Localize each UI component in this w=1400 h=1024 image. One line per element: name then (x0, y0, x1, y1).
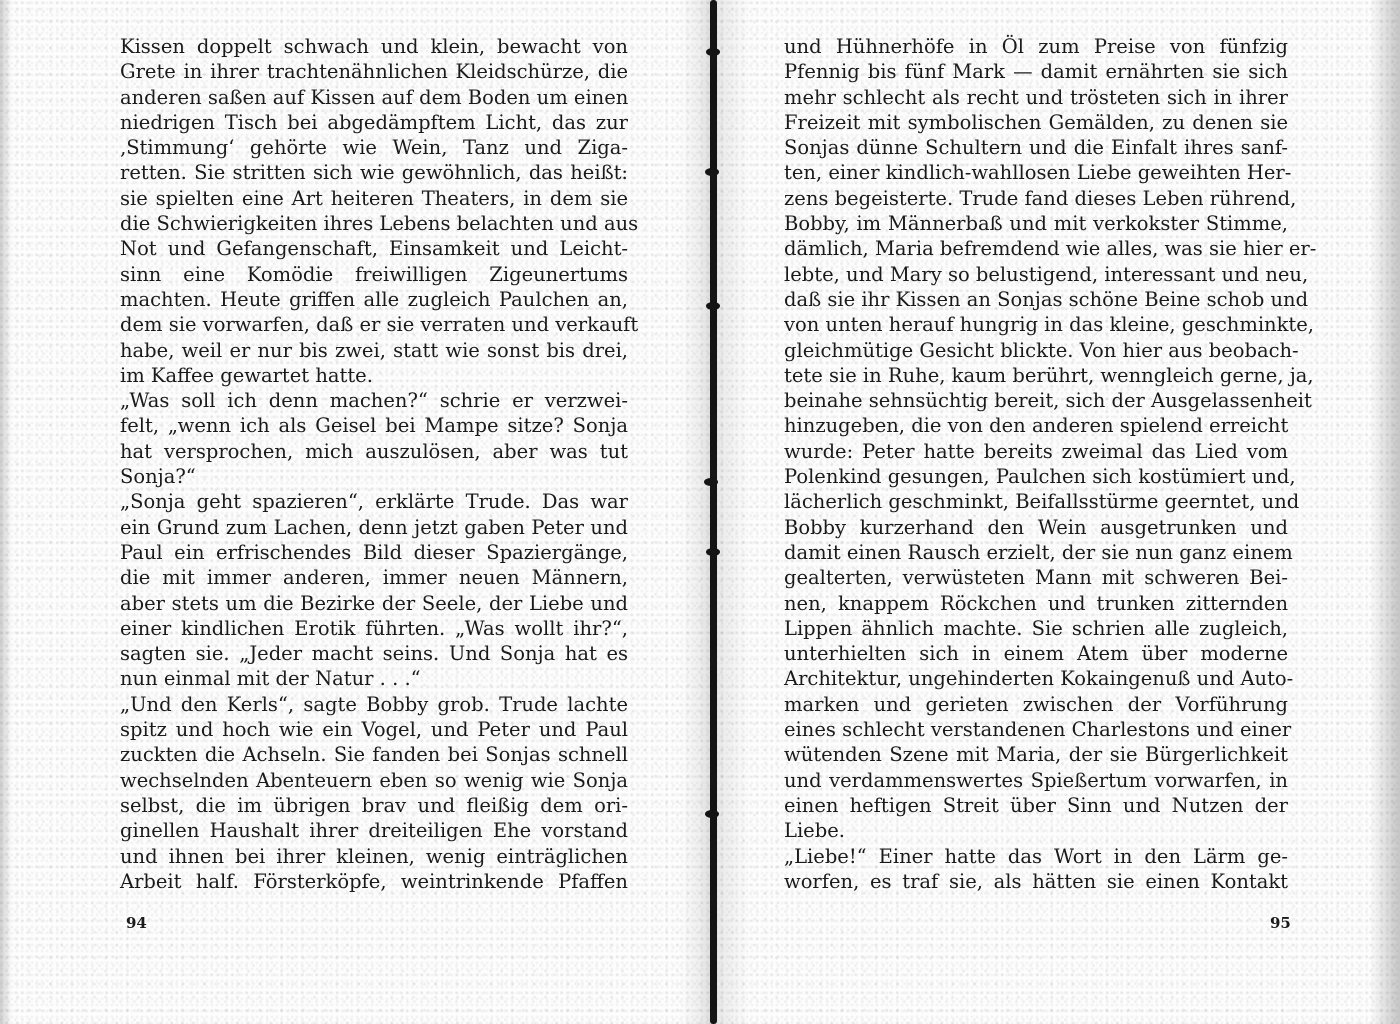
text-line: dem sie vorwarfen, daß er sie verraten und verkauft (120, 313, 639, 337)
text-line: lächerlich geschminkt, Beifallsstürme geerntet, und (784, 490, 1300, 514)
text-line: tete sie in Ruhe, kaum berührt, wenngleich gerne, ja, (784, 363, 1314, 387)
text-line: retten. Sie stritten sich wie gewöhnlich, das heißt: (120, 161, 628, 185)
text-line: hat versprochen, mich auszulösen, aber was tut (120, 439, 628, 463)
text-line: marken und gerieten zwischen der Vorführung (784, 692, 1288, 716)
text-line: Arbeit half. Försterköpfe, weintrinkende Pfaffen (120, 869, 628, 893)
page-edge-shadow-left (0, 0, 12, 1024)
text-line: beinahe sehnsüchtig bereit, sich der Ausgelassenheit (784, 389, 1312, 413)
text-line: habe, weil er nur bis zwei, statt wie sonst bis drei, (120, 338, 628, 362)
text-line: ein Grund zum Lachen, denn jetzt gaben Peter und (120, 515, 628, 539)
left-page-text (120, 34, 639, 894)
text-line: lebte, und Mary so belustigend, interessant und neu, (784, 262, 1309, 286)
text-line: die mit immer anderen, immer neuen Männern, (120, 566, 628, 590)
text-line: unterhielten sich in einem Atem über moderne (784, 642, 1288, 666)
page-edge-shadow-right (1370, 0, 1400, 1024)
text-line: Lippen ähnlich machte. Sie schrien alle zugleich, (784, 616, 1288, 640)
text-line: wurde: Peter hatte bereits zweimal das Lied vom (784, 439, 1288, 463)
text-line: „Sonja geht spazieren“, erklärte Trude. Das war (120, 490, 628, 514)
text-line: ginellen Haushalt ihrer dreiteiligen Ehe vorstand (120, 819, 628, 843)
text-line: aber stets um die Bezirke der Seele, der Liebe und (120, 591, 628, 615)
text-line: machten. Heute griffen alle zugleich Paulchen an, (120, 287, 628, 311)
text-line: selbst, die im übrigen brav und fleißig dem ori- (120, 793, 628, 817)
text-line: nen, knappem Röckchen und trunken zitternden (784, 591, 1288, 615)
text-line: Freizeit mit symbolischen Gemälden, zu denen sie (784, 110, 1288, 134)
text-line: ten, einer kindlich-wahllosen Liebe geweihten Her- (784, 161, 1292, 185)
text-line: die Schwierigkeiten ihres Lebens belachten und aus (120, 212, 639, 236)
text-line: und Hühnerhöfe in Öl zum Preise von fünfzig (784, 35, 1288, 58)
text-line: damit einen Rausch erzielt, der sie nun ganz einem (784, 540, 1293, 564)
text-line: Sonjas dünne Schultern und die Einfalt ihres sanf- (784, 136, 1288, 160)
binding-stitch (706, 302, 720, 310)
text-line: Liebe. (784, 819, 845, 843)
text-line: gleichmütige Gesicht blickte. Von hier aus beobach- (784, 338, 1299, 362)
binding-stitch (704, 478, 718, 486)
text-line: einen heftigen Streit über Sinn und Nutzen der (784, 793, 1288, 817)
text-line: hinzugeben, die von den anderen spielend erreicht (784, 414, 1289, 438)
page-number-left: 94 (126, 914, 147, 932)
text-line: „Liebe!“ Einer hatte das Wort in den Lärm ge- (784, 844, 1288, 868)
text-line: sie spielten eine Art heiteren Theaters, in dem sie (120, 186, 628, 210)
text-line: „Was soll ich denn machen?“ schrie er verzwei- (120, 389, 628, 413)
text-line: Bobby, im Männerbaß und mit verkokster Stimme, (784, 212, 1288, 236)
text-line: Not und Gefangenschaft, Einsamkeit und Leicht- (120, 237, 628, 261)
text-line: im Kaffee gewartet hatte. (120, 363, 373, 387)
text-line: gealterten, verwüsteten Mann mit schweren Bei- (784, 566, 1288, 590)
text-line: wechselnden Abenteuern eben so wenig wie Sonja (120, 768, 628, 792)
text-line: Paul ein erfrischendes Bild dieser Spaziergänge, (120, 540, 628, 564)
text-line: eines schlecht verstandenen Charlestons und einer (784, 718, 1292, 742)
binding-stitch (706, 548, 720, 556)
text-line: zuckten die Achseln. Sie fanden bei Sonjas schnell (120, 743, 628, 767)
text-line: „Und den Kerls“, sagte Bobby grob. Trude lachte (120, 692, 628, 716)
text-line: und ihnen bei ihrer kleinen, wenig einträglichen (120, 844, 628, 868)
binding-stitch (705, 810, 719, 818)
text-line: einer kindlichen Erotik führten. „Was wollt ihr?“, (120, 616, 628, 640)
text-line: Pfennig bis fünf Mark — damit ernährten sie sich (784, 60, 1288, 84)
text-line: zens begeisterte. Trude fand dieses Leben rührend, (784, 186, 1297, 210)
binding-spine (710, 0, 717, 1024)
text-line: wütenden Szene mit Maria, der sie Bürgerlichkeit (784, 743, 1288, 767)
text-line: mehr schlecht als recht und trösteten sich in ihrer (784, 85, 1288, 109)
text-line: daß sie ihr Kissen an Sonjas schöne Beine schob und (784, 287, 1309, 311)
text-line: Sonja?“ (120, 465, 196, 489)
text-line: Grete in ihrer trachtenähnlichen Kleidschürze, die (120, 60, 628, 84)
text-line: anderen saßen auf Kissen auf dem Boden um einen (120, 85, 629, 109)
text-line: nun einmal mit der Natur . . .“ (120, 667, 421, 691)
text-line: Kissen doppelt schwach und klein, bewacht von (120, 35, 628, 58)
text-line: von unten herauf hungrig in das kleine, geschminkte, (784, 313, 1315, 337)
text-line: worfen, es traf sie, als hätten sie einen Kontakt (784, 869, 1288, 893)
right-page-text (784, 34, 1317, 894)
text-line: sagten sie. „Jeder macht seins. Und Sonja hat es (120, 642, 628, 666)
text-line: ‚Stimmung‘ gehörte wie Wein, Tanz und Ziga- (120, 136, 628, 160)
text-line: niedrigen Tisch bei abgedämpftem Licht, das zur (120, 110, 628, 134)
text-line: Polenkind gesungen, Paulchen sich kostümiert und, (784, 465, 1296, 489)
binding-stitch (706, 48, 720, 56)
text-line: felt, „wenn ich als Geisel bei Mampe sitze? Sonja (120, 414, 628, 438)
text-line: Architektur, ungehinderten Kokaingenuß und Auto- (784, 667, 1294, 691)
text-line: und verdammenswertes Spießertum vorwarfen, in (784, 768, 1288, 792)
page-number-right: 95 (1270, 914, 1291, 932)
binding-stitch (705, 168, 719, 176)
text-line: sinn eine Komödie freiwilligen Zigeunertums (120, 262, 628, 286)
text-line: dämlich, Maria befremdend wie alles, was sie hier er- (784, 237, 1317, 261)
text-line: Bobby kurzerhand den Wein ausgetrunken und (784, 515, 1288, 539)
text-line: spitz und hoch wie ein Vogel, und Peter und Paul (120, 718, 628, 742)
